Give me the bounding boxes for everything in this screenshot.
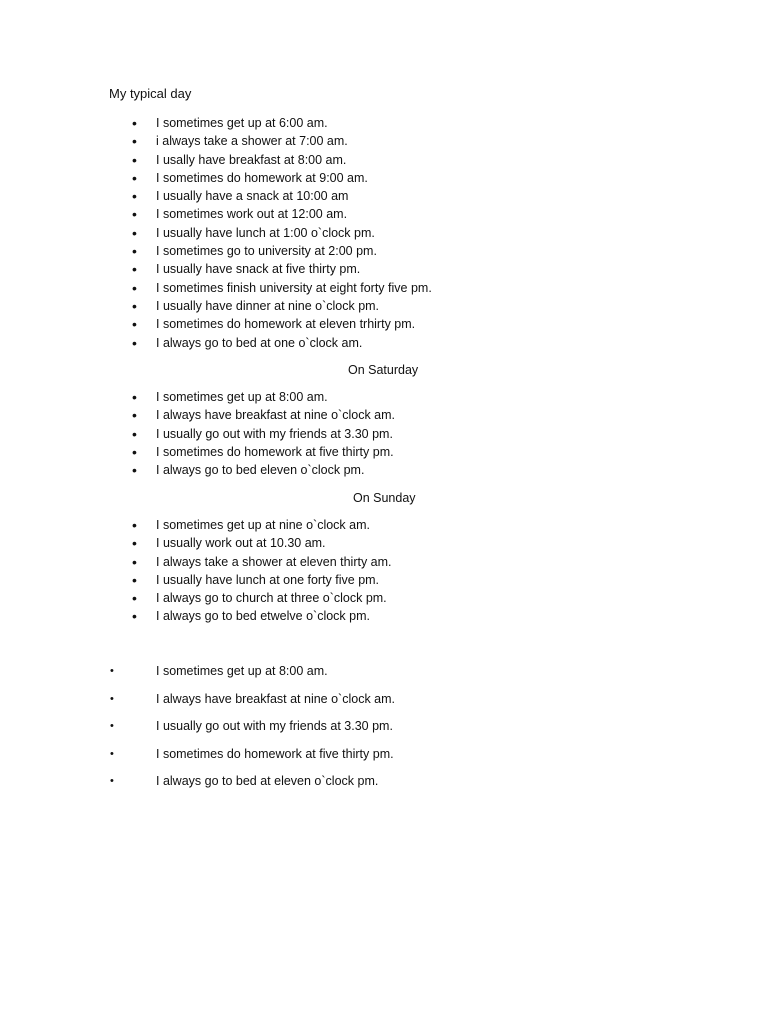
list-item-text: I always have breakfast at nine o`clock am.: [156, 408, 396, 423]
bullet-icon: •: [132, 407, 137, 424]
list-item: [132, 260, 432, 278]
bullet-icon: •: [110, 665, 114, 677]
bullet-icon: •: [132, 297, 137, 314]
list-item-text: I always go to bed at one o`clock am.: [156, 335, 363, 350]
list-item-text: I sometimes do homework at eleven trhirty pm.: [156, 317, 416, 332]
list-item: [132, 334, 432, 352]
bullet-icon: •: [132, 261, 137, 278]
list-item: [132, 388, 395, 406]
bullet-icon: •: [132, 608, 137, 625]
list-item: [132, 571, 392, 589]
bullet-icon: •: [132, 590, 137, 607]
list-item-text: I always have breakfast at nine o`clock am.: [156, 691, 396, 706]
bullet-icon: •: [110, 775, 114, 788]
bullet-icon: •: [132, 334, 137, 351]
list-item-text: I sometimes work out at 12:00 am.: [156, 207, 348, 222]
list-item: [132, 553, 392, 571]
saturday-list: [132, 388, 396, 479]
bullet-icon: •: [132, 535, 137, 552]
list-item-text: i always take a shower at 7:00 am.: [156, 134, 348, 149]
bullet-icon: •: [132, 224, 137, 241]
list-item: [132, 205, 432, 223]
list-item: [132, 534, 392, 552]
bullet-icon: •: [110, 747, 114, 760]
list-item-text: I sometimes do homework at five thirty pm.: [156, 444, 394, 459]
list-item: [132, 224, 432, 242]
list-item: [132, 242, 432, 260]
list-item-text: I sometimes get up at nine o`clock am.: [156, 518, 370, 532]
list-item: [132, 315, 432, 333]
list-item: [132, 443, 395, 461]
list-item: [132, 425, 395, 443]
list-item: [110, 658, 395, 686]
bullet-icon: •: [132, 389, 137, 405]
list-item-text: I sometimes do homework at 9:00 am.: [156, 170, 368, 185]
list-item-text: I sometimes get up at 6:00 am.: [156, 116, 328, 130]
list-item-text: I usually have dinner at nine o`clock pm.: [156, 298, 380, 313]
bullet-icon: •: [132, 462, 137, 479]
bullet-icon: •: [132, 188, 137, 205]
list-item: [132, 279, 432, 297]
list-item-text: I always go to church at three o`clock pm.: [156, 591, 387, 606]
list-item-text: I usually have snack at five thirty pm.: [156, 262, 361, 277]
bullet-icon: •: [132, 206, 137, 223]
weekday-list: [132, 114, 432, 352]
sunday-list: [132, 516, 392, 626]
bullet-icon: •: [132, 553, 137, 570]
list-item: [110, 768, 395, 796]
bullet-icon: •: [132, 425, 137, 442]
bullet-icon: •: [132, 316, 137, 333]
bullet-icon: •: [132, 571, 137, 588]
list-item: [132, 607, 392, 625]
list-item: [132, 406, 396, 424]
bullet-icon: •: [132, 169, 137, 186]
document-title: My typical day: [109, 86, 192, 101]
bullet-icon: •: [132, 243, 137, 260]
list-item: [110, 741, 395, 769]
bullet-icon: •: [132, 517, 137, 533]
list-item: [132, 187, 432, 205]
list-item-text: I always go to bed at eleven o`clock pm.: [156, 774, 379, 789]
list-item: [132, 132, 432, 150]
list-item-text: I sometimes do homework at five thirty pm.: [156, 746, 394, 761]
list-item: [132, 516, 392, 534]
bullet-icon: •: [132, 115, 137, 131]
list-item-text: I sometimes finish university at eight forty five pm.: [156, 280, 432, 295]
sunday-heading: On Sunday: [353, 491, 416, 505]
list-item-text: I usally have breakfast at 8:00 am.: [156, 152, 347, 167]
list-item: [132, 114, 432, 132]
list-item-text: I usually go out with my friends at 3.30 pm.: [156, 426, 393, 441]
list-item-text: I usually have lunch at one forty five pm.: [156, 572, 380, 587]
list-item-text: I usually go out with my friends at 3.30 pm.: [156, 719, 393, 734]
list-item-text: I always take a shower at eleven thirty am.: [156, 554, 392, 569]
bullet-icon: •: [132, 279, 137, 296]
list-item: [132, 151, 432, 169]
list-item-text: I sometimes go to university at 2:00 pm.: [156, 244, 377, 259]
list-item-text: I sometimes get up at 8:00 am.: [156, 664, 328, 678]
extra-list: [110, 658, 396, 796]
list-item: [132, 169, 432, 187]
list-item-text: I usually have a snack at 10:00 am: [156, 189, 349, 204]
bullet-icon: •: [132, 443, 137, 460]
list-item-text: I always go to bed eleven o`clock pm.: [156, 463, 365, 478]
list-item: [110, 686, 396, 714]
list-item: [132, 589, 392, 607]
bullet-icon: •: [132, 151, 137, 168]
list-item: [110, 713, 395, 741]
list-item-text: I usually have lunch at 1:00 o`clock pm.: [156, 225, 375, 240]
saturday-heading: On Saturday: [348, 363, 419, 377]
bullet-icon: •: [132, 133, 137, 150]
list-item-text: I always go to bed etwelve o`clock pm.: [156, 609, 370, 624]
list-item-text: I usually work out at 10.30 am.: [156, 536, 326, 551]
list-item: [132, 297, 432, 315]
list-item: [132, 461, 395, 479]
list-item-text: I sometimes get up at 8:00 am.: [156, 390, 328, 404]
bullet-icon: •: [110, 692, 114, 705]
bullet-icon: •: [110, 720, 114, 733]
